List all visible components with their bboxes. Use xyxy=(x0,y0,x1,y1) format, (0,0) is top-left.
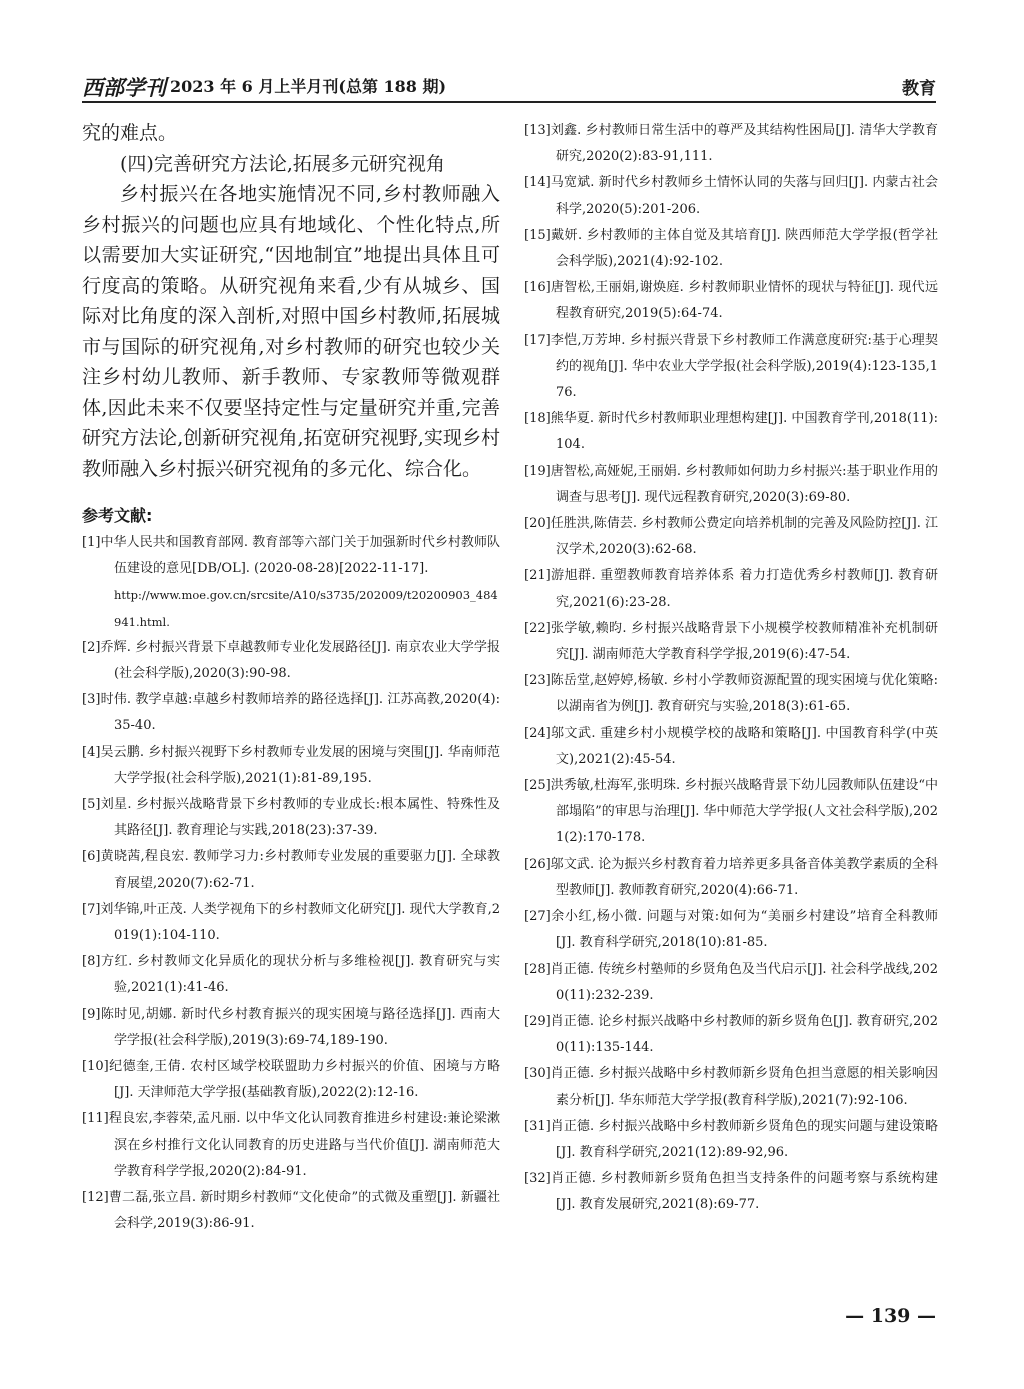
reference-item xyxy=(524,1009,938,1061)
reference-text: [17]李恺,万芳坤. 乡村振兴背景下乡村教师工作满意度研究:基于心理契约的视角[J]. 华中农业大学学报(社会科学版),2019(4):123-135,176. xyxy=(524,332,938,401)
reference-text: [24]邬文武. 重建乡村小规模学校的战略和策略[J]. 中国教育科学(中英文),2021(2):45-54. xyxy=(524,725,938,767)
reference-list-left xyxy=(82,530,500,1237)
reference-item xyxy=(524,118,938,170)
reference-item xyxy=(524,563,938,615)
references-heading: 参考文献: xyxy=(82,506,153,525)
reference-item xyxy=(524,328,938,407)
reference-item xyxy=(524,223,938,275)
reference-list-right xyxy=(524,118,938,1219)
reference-item xyxy=(82,792,500,844)
reference-item xyxy=(524,275,938,327)
reference-item xyxy=(524,668,938,720)
reference-item xyxy=(82,740,500,792)
reference-item xyxy=(524,1061,938,1113)
reference-text: [9]陈时见,胡娜. 新时代乡村教育振兴的现实困境与路径选择[J]. 西南大学学报(社会科学版),2019(3):69-74,189-190. xyxy=(82,1006,500,1048)
reference-text: [14]马宽斌. 新时代乡村教师乡土情怀认同的失落与回归[J]. 内蒙古社会科学,2020(5):201-206. xyxy=(524,175,938,217)
reference-item xyxy=(524,406,938,458)
reference-text: [3]时伟. 教学卓越:卓越乡村教师培养的路径选择[J]. 江苏高教,2020(4):35-40. xyxy=(82,692,500,734)
reference-text: [16]唐智松,王丽娟,谢焕庭. 乡村教师职业情怀的现状与特征[J]. 现代远程教育研究,2019(5):64-74. xyxy=(524,280,938,322)
reference-item xyxy=(82,530,500,635)
right-column xyxy=(524,118,938,1219)
reference-text: [22]张学敏,赖昀. 乡村振兴战略背景下小规模学校教师精准补充机制研究[J]. 湖南师范大学教育科学学报,2019(6):47-54. xyxy=(524,620,938,663)
reference-item xyxy=(82,844,500,896)
reference-text: [23]陈岳堂,赵婷婷,杨敏. 乡村小学教师资源配置的现实困境与优化策略:以湖南省为例[J]. 教育研究与实验,2018(3):61-65. xyxy=(524,673,938,715)
reference-item xyxy=(82,1185,500,1237)
reference-text: [10]纪德奎,王倩. 农村区域学校联盟助力乡村振兴的价值、困境与方略[J]. 天津师范大学学报(基础教育版),2022(2):12-16. xyxy=(82,1059,500,1101)
reference-text: [32]肖正德. 乡村教师新乡贤角色担当支持条件的问题考察与系统构建[J]. 教育发展研究,2021(8):69-77. xyxy=(524,1171,938,1213)
reference-text: [7]刘华锦,叶正茂. 人类学视角下的乡村教师文化研究[J]. 现代大学教育,2019(1):104-110. xyxy=(82,901,500,944)
reference-item xyxy=(524,1114,938,1166)
reference-item xyxy=(82,687,500,739)
reference-url: http://www.moe.gov.cn/srcsite/A10/s3735/202009/t20200903_484941.html. xyxy=(114,588,498,629)
reference-item xyxy=(82,635,500,687)
reference-text: [28]肖正德. 传统乡村塾师的乡贤角色及当代启示[J]. 社会科学战线,2020(11):232-239. xyxy=(524,961,938,1003)
reference-text: [20]任胜洪,陈倩芸. 乡村教师公费定向培养机制的完善及风险防控[J]. 江汉学术,2020(3):62-68. xyxy=(524,516,938,558)
page-number: — 139 — xyxy=(845,1305,936,1327)
reference-text: [29]肖正德. 论乡村振兴战略中乡村教师的新乡贤角色[J]. 教育研究,2020(11):135-144. xyxy=(524,1013,938,1056)
reference-item xyxy=(524,957,938,1009)
journal-logo: 西部学刊 xyxy=(82,75,166,100)
reference-text: [11]程良宏,李蓉荣,孟凡丽. 以中华文化认同教育推进乡村建设:兼论梁漱溟在乡村推行文化认同教育的历史进路与当代价值[J]. 湖南师范大学教育科学学报,2020(2):84-91. xyxy=(82,1111,500,1179)
reference-item xyxy=(82,897,500,949)
reference-text: [1]中华人民共和国教育部网. 教育部等六部门关于加强新时代乡村教师队伍建设的意见[DB/OL]. (2020-08-28)[2022-11-17]. xyxy=(82,535,500,577)
reference-item xyxy=(82,1002,500,1054)
reference-text: [4]吴云鹏. 乡村振兴视野下乡村教师专业发展的困境与突围[J]. 华南师范大学学报(社会科学版),2021(1):81-89,195. xyxy=(82,744,500,786)
reference-item xyxy=(524,904,938,956)
reference-item xyxy=(524,721,938,773)
reference-text: [30]肖正德. 乡村振兴战略中乡村教师新乡贤角色担当意愿的相关影响因素分析[J]. 华东师范大学学报(教育科学版),2021(7):92-106. xyxy=(524,1066,938,1108)
reference-text: [6]黄晓茜,程良宏. 教师学习力:乡村教师专业发展的重要驱力[J]. 全球教育展望,2020(7):62-71. xyxy=(82,849,500,891)
reference-item xyxy=(524,511,938,563)
reference-text: [2]乔辉. 乡村振兴背景下卓越教师专业化发展路径[J]. 南京农业大学学报(社会科学版),2020(3):90-98. xyxy=(82,639,500,682)
reference-text: [26]邬文武. 论为振兴乡村教育着力培养更多具备音体美教学素质的全科型教师[J]. 教师教育研究,2020(4):66-71. xyxy=(524,856,938,898)
left-column xyxy=(82,118,500,1237)
reference-text: [31]肖正德. 乡村振兴战略中乡村教师新乡贤角色的现实问题与建设策略[J]. 教育科学研究,2021(12):89-92,96. xyxy=(524,1118,938,1160)
reference-item xyxy=(82,949,500,1001)
reference-text: [15]戴妍. 乡村教师的主体自觉及其培育[J]. 陕西师范大学学报(哲学社会科学版),2021(4):92-102. xyxy=(524,227,938,270)
reference-item xyxy=(524,1166,938,1218)
running-header xyxy=(82,70,936,104)
reference-item xyxy=(82,1054,500,1106)
reference-text: [13]刘鑫. 乡村教师日常生活中的尊严及其结构性困局[J]. 清华大学教育研究,2020(2):83-91,111. xyxy=(524,123,938,165)
section-subheading: (四)完善研究方法论,拓展多元研究视角 xyxy=(120,152,445,175)
reference-text: [18]熊华夏. 新时代乡村教师职业理想构建[J]. 中国教育学刊,2018(11):104. xyxy=(524,411,938,453)
reference-item xyxy=(524,773,938,852)
reference-text: [5]刘星. 乡村振兴战略背景下乡村教师的专业成长:根本属性、特殊性及其路径[J]. 教育理论与实践,2018(23):37-39. xyxy=(82,797,500,839)
continued-text: 究的难点。 xyxy=(82,122,178,144)
section-label: 教育 xyxy=(902,79,936,99)
header-rule xyxy=(82,101,936,103)
reference-item xyxy=(524,459,938,511)
reference-item xyxy=(82,1106,500,1185)
reference-text: [19]唐智松,高娅妮,王丽娟. 乡村教师如何助力乡村振兴:基于职业作用的调查与思考[J]. 现代远程教育研究,2020(3):69-80. xyxy=(524,463,938,505)
reference-item xyxy=(524,616,938,668)
reference-text: [21]游旭群. 重塑教师教育培养体系 着力打造优秀乡村教师[J]. 教育研究,2021(6):23-28. xyxy=(524,568,938,610)
reference-text: [8]方红. 乡村教师文化异质化的现状分析与多维检视[J]. 教育研究与实验,2021(1):41-46. xyxy=(82,954,500,996)
reference-item xyxy=(524,170,938,222)
reference-text: [12]曹二磊,张立昌. 新时期乡村教师“文化使命”的式微及重塑[J]. 新疆社会科学,2019(3):86-91. xyxy=(82,1190,500,1232)
issue-info: 2023 年 6 月上半月刊(总第 188 期) xyxy=(170,77,447,96)
reference-item xyxy=(524,852,938,904)
reference-text: [27]余小红,杨小微. 问题与对策:如何为“美丽乡村建设”培育全科教师[J]. 教育科学研究,2018(10):81-85. xyxy=(524,909,938,951)
body-paragraph: 乡村振兴在各地实施情况不同,乡村教师融入乡村振兴的问题也应具有地域化、个性化特点,所以需要加大实证研究,“因地制宜”地提出具体且可行度高的策略。从研究视角来看,少有从城乡、国际对比角度的深入剖析,对照中国乡村教师,拓展城市与国际的研究视角,对乡村教师的研究也较少关注乡村幼儿教师、新手教师、专家教师等微观群体,因此未来不仅要坚持定性与定量研究并重,完善研究方法论,创新研究视角,拓宽研究视野,实现乡村教师融入乡村振兴研究视角的多元化、综合化。 xyxy=(82,183,500,480)
reference-text: [25]洪秀敏,杜海军,张明珠. 乡村振兴战略背景下幼儿园教师队伍建设“中部塌陷”的审思与治理[J]. 华中师范大学学报(人文社会科学版),2021(2):170-178. xyxy=(524,778,938,846)
